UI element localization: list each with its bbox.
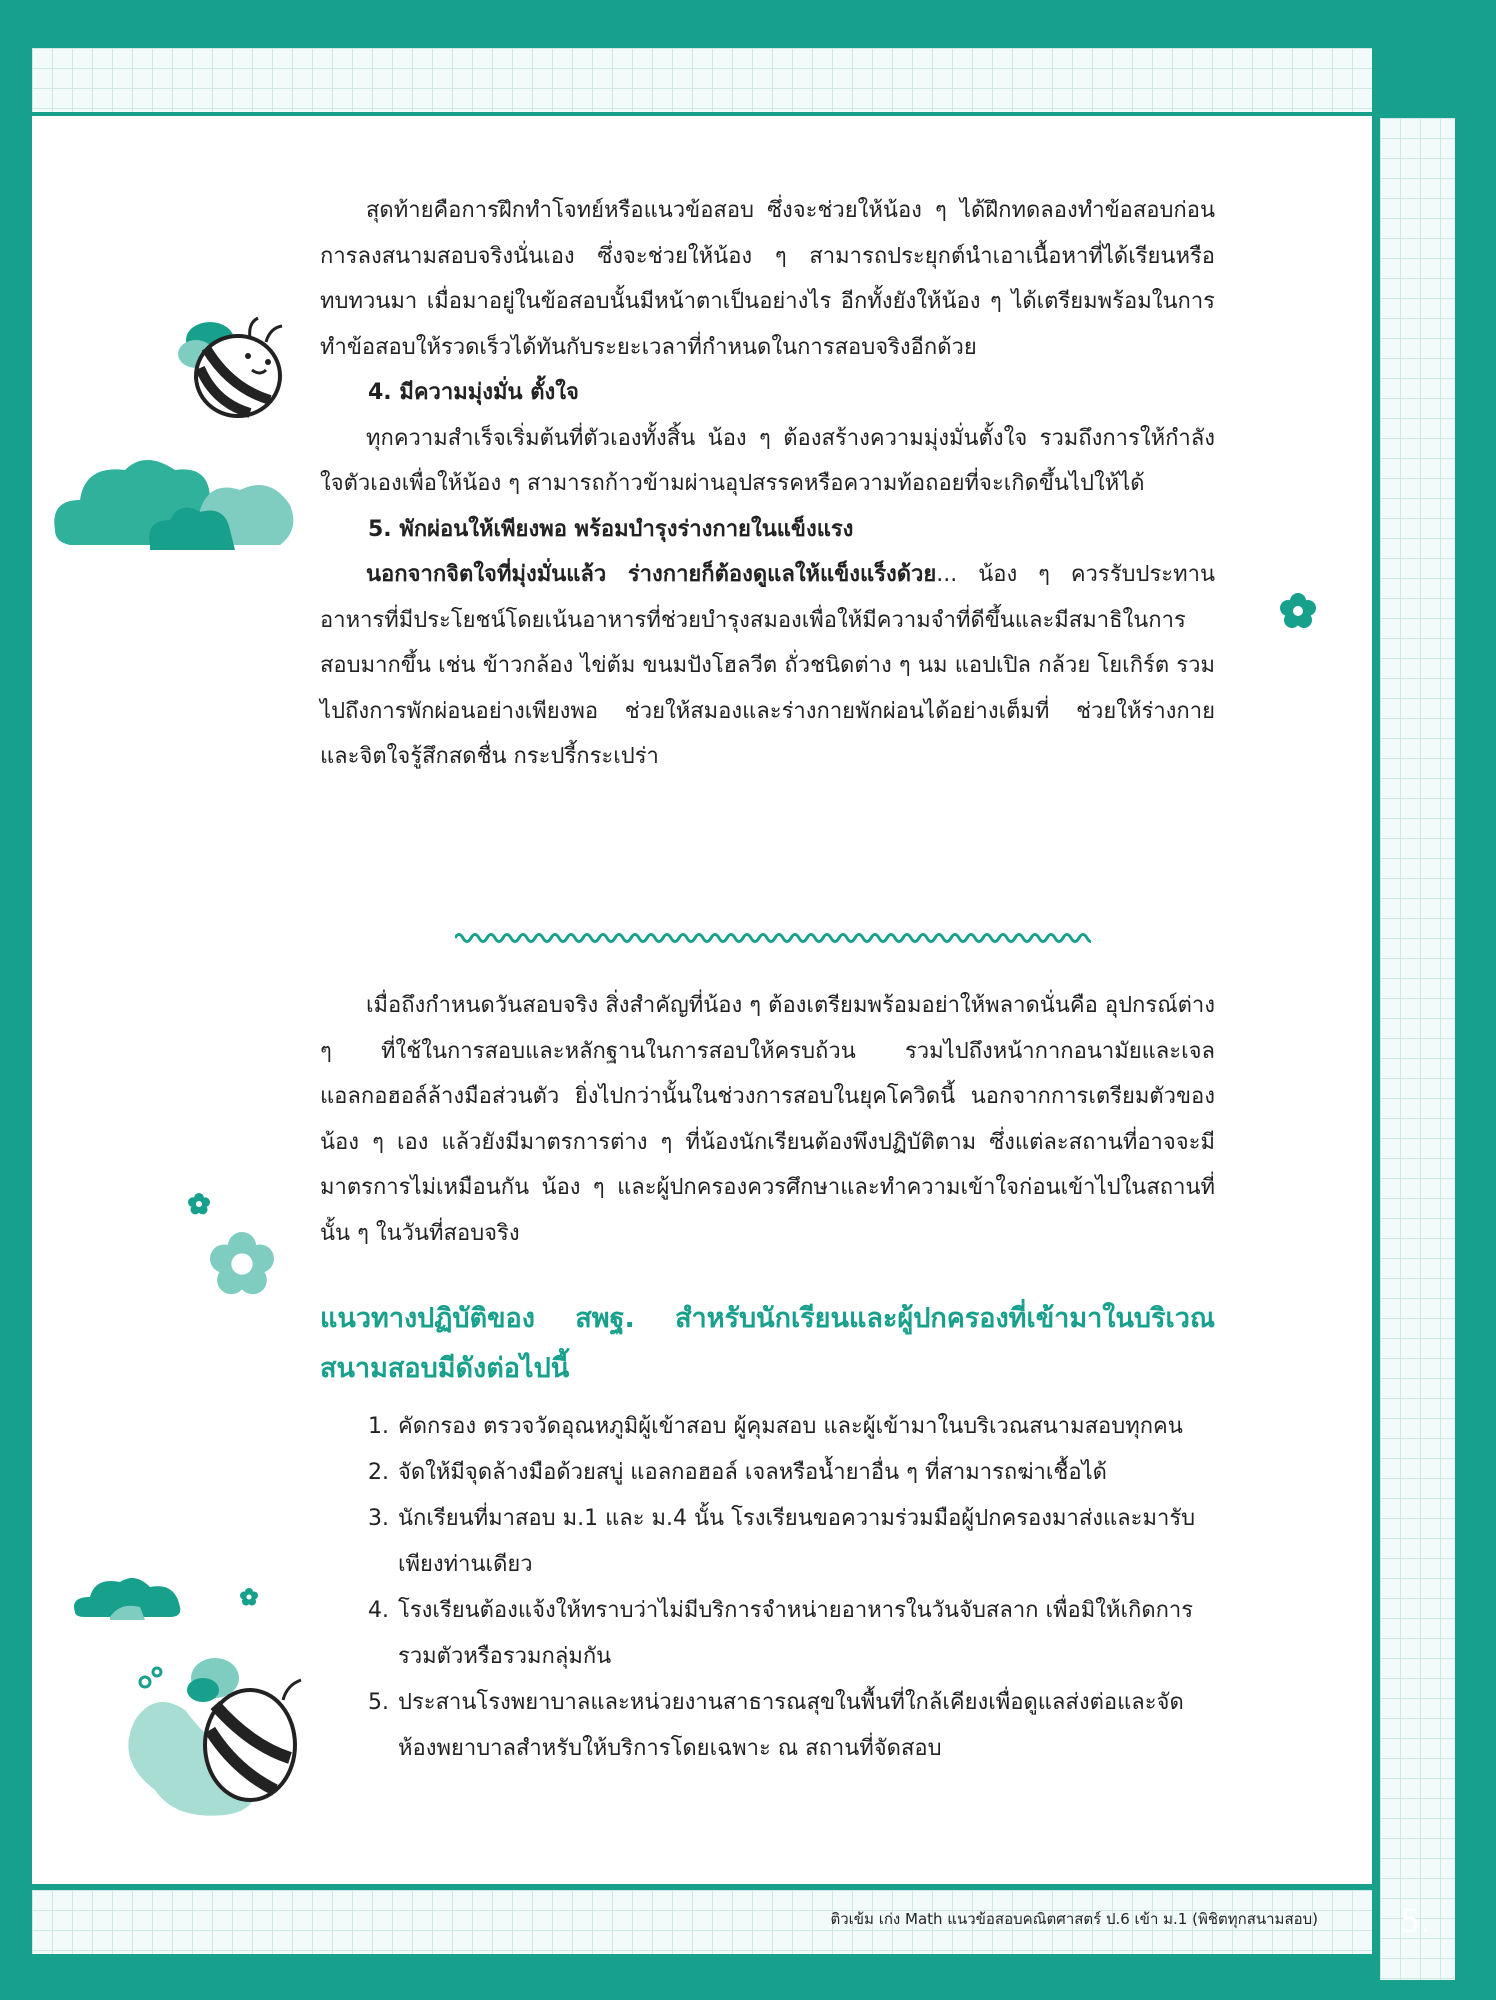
list-item-number: 1.: [368, 1414, 389, 1439]
paragraph-practice: สุดท้ายคือการฝึกทำโจทย์หรือแนวข้อสอบ ซึ่งจะช่วยให้น้อง ๆ ได้ฝึกทดลองทำข้อสอบก่อนการลงสนามสอบจริงนั่นเอง ซึ่งจะช่วยให้น้อง ๆ สามารถประยุกต์นำเอาเนื้อหาที่ได้เรียนหรือทบทวนมา เมื่อมาอยู่ในข้อสอบนั้นมีหน้าตาเป็นอย่างไร อีกทั้งยังให้น้อง ๆ ได้เตรียมพร้อมในการทำข้อสอบให้รวดเร็วได้ทันกับระยะเวลาที่กำหนดในการสอบจริงอีกด้วย: [320, 198, 1215, 360]
list-item-text: จัดให้มีจุดล้างมือด้วยสบู่ แอลกอฮอล์ เจลหรือน้ำยาอื่น ๆ ที่สามารถฆ่าเชื้อได้: [398, 1460, 1107, 1485]
flower-icon-small: [188, 1193, 210, 1215]
list-item: [368, 1680, 1218, 1772]
right-grid-band: [1380, 118, 1455, 1980]
bush-illustration: [50, 450, 300, 560]
list-item: [368, 1450, 1218, 1496]
list-item-number: 3.: [368, 1506, 389, 1531]
flower-icon-tiny: [240, 1588, 258, 1606]
paragraph-rest-lead: นอกจากจิตใจที่มุ่งมั่นแล้ว ร่างกายก็ต้องดูแลให้แข็งแร็งด้วย: [366, 562, 937, 587]
bottom-frame-line: [0, 1884, 1380, 1890]
guideline-list: [368, 1404, 1218, 1772]
wave-divider: [455, 928, 1091, 948]
top-frame-line: [0, 112, 1380, 116]
list-item-text: คัดกรอง ตรวจวัดอุณหภูมิผู้เข้าสอบ ผู้คุมสอบ และผู้เข้ามาในบริเวณสนามสอบทุกคน: [398, 1414, 1183, 1439]
page-number: 5.: [1400, 1902, 1431, 1940]
bee-illustration-bottom: [115, 1650, 315, 1840]
paragraph-rest-body: ... น้อง ๆ ควรรับประทานอาหารที่มีประโยชน์โดยเน้นอาหารที่ช่วยบำรุงสมองเพื่อให้มีความจำที่ดีขึ้นและมีสมาธิในการสอบมากขึ้น เช่น ข้าวกล้อง ไข่ต้ม ขนมปังโฮลวีต ถั่วชนิดต่าง ๆ นม แอปเปิล กล้วย โยเกิร์ต รวมไปถึงการพักผ่อนอย่างเพียงพอ ช่วยให้สมองและร่างกายพักผ่อนได้อย่างเต็มที่ ช่วยให้ร่างกายและจิตใจรู้สึกสดชื่น กระปรี้กระเปร่า: [320, 562, 1215, 769]
list-item-number: 4.: [368, 1598, 389, 1623]
paragraph-determination: ทุกความสำเร็จเริ่มต้นที่ตัวเองทั้งสิ้น น้อง ๆ ต้องสร้างความมุ่งมั่นตั้งใจ รวมถึงการให้กำลังใจตัวเองเพื่อให้น้อง ๆ สามารถก้าวข้ามผ่านอุปสรรคหรือความท้อถอยที่จะเกิดขึ้นไปให้ได้: [320, 425, 1215, 496]
guideline-title: แนวทางปฏิบัติของ สพฐ. สำหรับนักเรียนและผู้ปกครองที่เข้ามาในบริเวณสนามสอบมีดังต่อไปนี้: [320, 1303, 1215, 1384]
text-block-lower: [320, 983, 1215, 1256]
heading-determination: 4. มีความมุ่งมั่น ตั้งใจ: [368, 380, 579, 405]
paragraph-rest: [320, 552, 1215, 780]
list-item: [368, 1588, 1218, 1680]
top-grid-band: [32, 48, 1372, 114]
flower-icon-large: [210, 1232, 274, 1296]
cloud-illustration-bottom: [70, 1572, 190, 1622]
list-item: [368, 1404, 1218, 1450]
list-item-text: โรงเรียนต้องแจ้งให้ทราบว่าไม่มีบริการจำหน่ายอาหารในวันจับสลาก เพื่อมิให้เกิดการรวมตัวหรือรวมกลุ่มกัน: [398, 1598, 1194, 1669]
list-item-text: นักเรียนที่มาสอบ ม.1 และ ม.4 นั้น โรงเรียนขอความร่วมมือผู้ปกครองมาส่งและมารับเพียงท่านเดียว: [398, 1506, 1196, 1577]
list-item: [368, 1496, 1218, 1588]
list-item-number: 2.: [368, 1460, 389, 1485]
bee-illustration-top: [170, 308, 310, 428]
footer-book-title: ติวเข้ม เก่ง Math แนวข้อสอบคณิตศาสตร์ ป.6 เข้า ม.1 (พิชิตทุกสนามสอบ): [830, 1910, 1318, 1928]
flower-icon-right: [1280, 593, 1316, 629]
list-item-number: 5.: [368, 1690, 389, 1715]
list-item-text: ประสานโรงพยาบาลและหน่วยงานสาธารณสุขในพื้นที่ใกล้เคียงเพื่อดูแลส่งต่อและจัดห้องพยาบาลสำหรับให้บริการโดยเฉพาะ ณ สถานที่จัดสอบ: [398, 1690, 1184, 1761]
text-block-upper: [320, 188, 1215, 780]
heading-rest: 5. พักผ่อนให้เพียงพอ พร้อมบำรุงร่างกายในแข็งแรง: [368, 516, 854, 542]
right-frame-line: [1372, 114, 1380, 1890]
paragraph-exam-day: เมื่อถึงกำหนดวันสอบจริง สิ่งสำคัญที่น้อง ๆ ต้องเตรียมพร้อมอย่าให้พลาดนั่นคือ อุปกรณ์ต่าง ๆ ที่ใช้ในการสอบและหลักฐานในการสอบให้ครบถ้วน รวมไปถึงหน้ากากอนามัยและเจลแอลกอฮอล์ล้างมือส่วนตัว ยิ่งไปกว่านั้นในช่วงการสอบในยุคโควิดนี้ นอกจากการเตรียมตัวของน้อง ๆ เอง แล้วยังมีมาตรการต่าง ๆ ที่น้องนักเรียนต้องพึงปฏิบัติตาม ซึ่งแต่ละสถานที่อาจจะมีมาตรการไม่เหมือนกัน น้อง ๆ และผู้ปกครองควรศึกษาและทำความเข้าใจก่อนเข้าไปในสถานที่นั้น ๆ ในวันที่สอบจริง: [320, 993, 1215, 1246]
